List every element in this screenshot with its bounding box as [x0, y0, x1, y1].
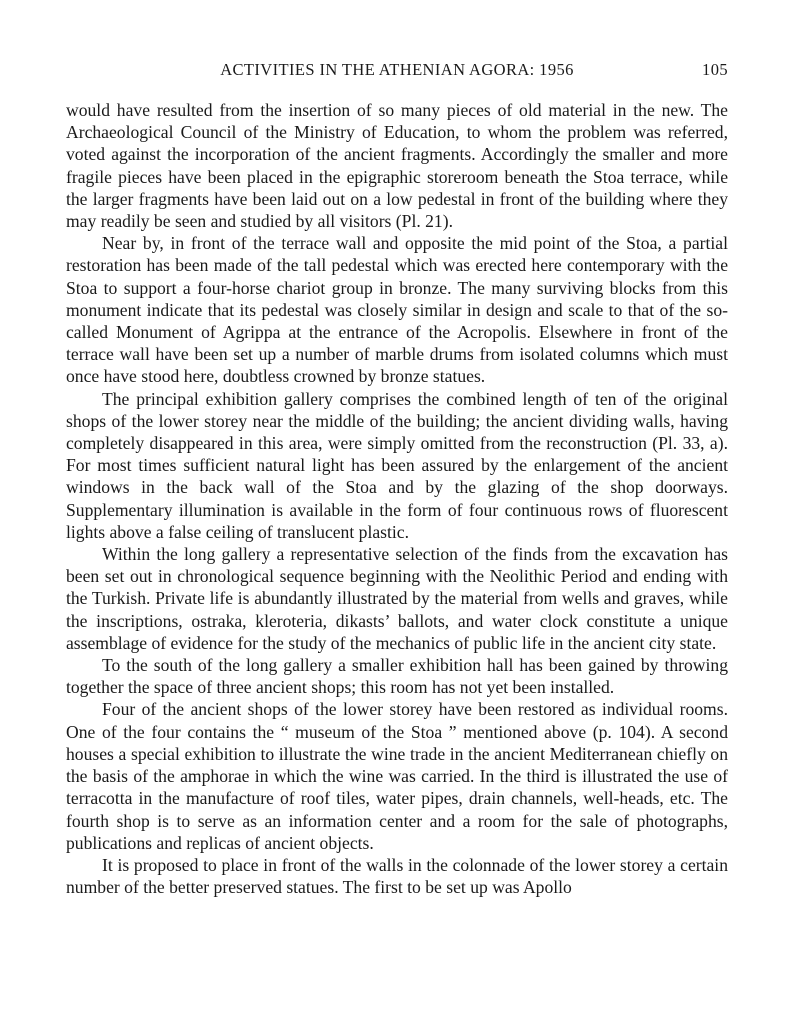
paragraph-exhibition-gallery: The principal exhibition gallery comprises the combined length of ten of the original shops of the lower storey near the middle of the building; the ancient dividing walls, having completely disappeared in this area, were simply omitted from the reconstruction (Pl. 33, a). For most times sufficient natural light has been assured by the enlargement of the ancient windows in the back wall of the Stoa and by the glazing of the shop doorways. Supplementary illumination is available in the form of four continuous rows of fluorescent lights above a false ceiling of translucent plastic.	[66, 388, 728, 542]
paragraph-restored-shops: Four of the ancient shops of the lower storey have been restored as individual rooms. One of the four contains the “ museum of the Stoa ” mentioned above (p. 104). A second houses a special exhibition to illustrate the wine trade in the ancient Mediterranean chiefly on the basis of the amphorae in which the wine was carried. In the third is illustrated the use of terracotta in the manufacture of roof tiles, water pipes, drain channels, well-heads, etc. The fourth shop is to serve as an information center and a room for the sale of photographs, publications and replicas of ancient objects.	[66, 699, 728, 853]
paragraph-long-gallery: Within the long gallery a representative selection of the finds from the excavation has been set out in chronological sequence beginning with the Neolithic Period and ending with the Turkish. Private life is abundantly illustrated by the material from wells and graves, while the inscriptions, ostraka, kleroteria, dikasts’ ballots, and water clock constitute a unique assemblage of evidence for the study of the mechanics of public life in the ancient city state.	[66, 544, 728, 653]
running-title: ACTIVITIES IN THE ATHENIAN AGORA: 1956	[220, 60, 574, 79]
paragraph-statues: It is proposed to place in front of the walls in the colonnade of the lower storey a certain number of the better preserved statues. The first to be set up was Apollo	[66, 854, 728, 898]
running-head	[66, 60, 728, 84]
paragraph-continued: would have resulted from the insertion of so many pieces of old material in the new. The Archaeological Council of the Ministry of Education, to whom the problem was referred, voted against the incorporation of the ancient fragments. Accordingly the smaller and more fragile pieces have been placed in the epigraphic storeroom beneath the Stoa terrace, while the larger fragments have been laid out on a low pedestal in front of the building where they may readily be seen and studied by all visitors (Pl. 21).	[66, 100, 728, 232]
paragraph-chariot-pedestal: Near by, in front of the terrace wall and opposite the mid point of the Stoa, a partial restoration has been made of the tall pedestal which was erected here contemporary with the Stoa to support a four-horse chariot group in bronze. The many surviving blocks from this monument indicate that its pedestal was closely similar in design and scale to that of the so-called Monument of Agrippa at the entrance of the Acropolis. Elsewhere in front of the terrace wall have been set up a number of marble drums from isolated columns which must once have stood here, doubtless crowned by bronze statues.	[66, 233, 728, 387]
page-number: 105	[702, 60, 728, 79]
paragraph-smaller-hall: To the south of the long gallery a smaller exhibition hall has been gained by throwing together the space of three ancient shops; this room has not yet been installed.	[66, 655, 728, 698]
body-text	[66, 99, 728, 898]
